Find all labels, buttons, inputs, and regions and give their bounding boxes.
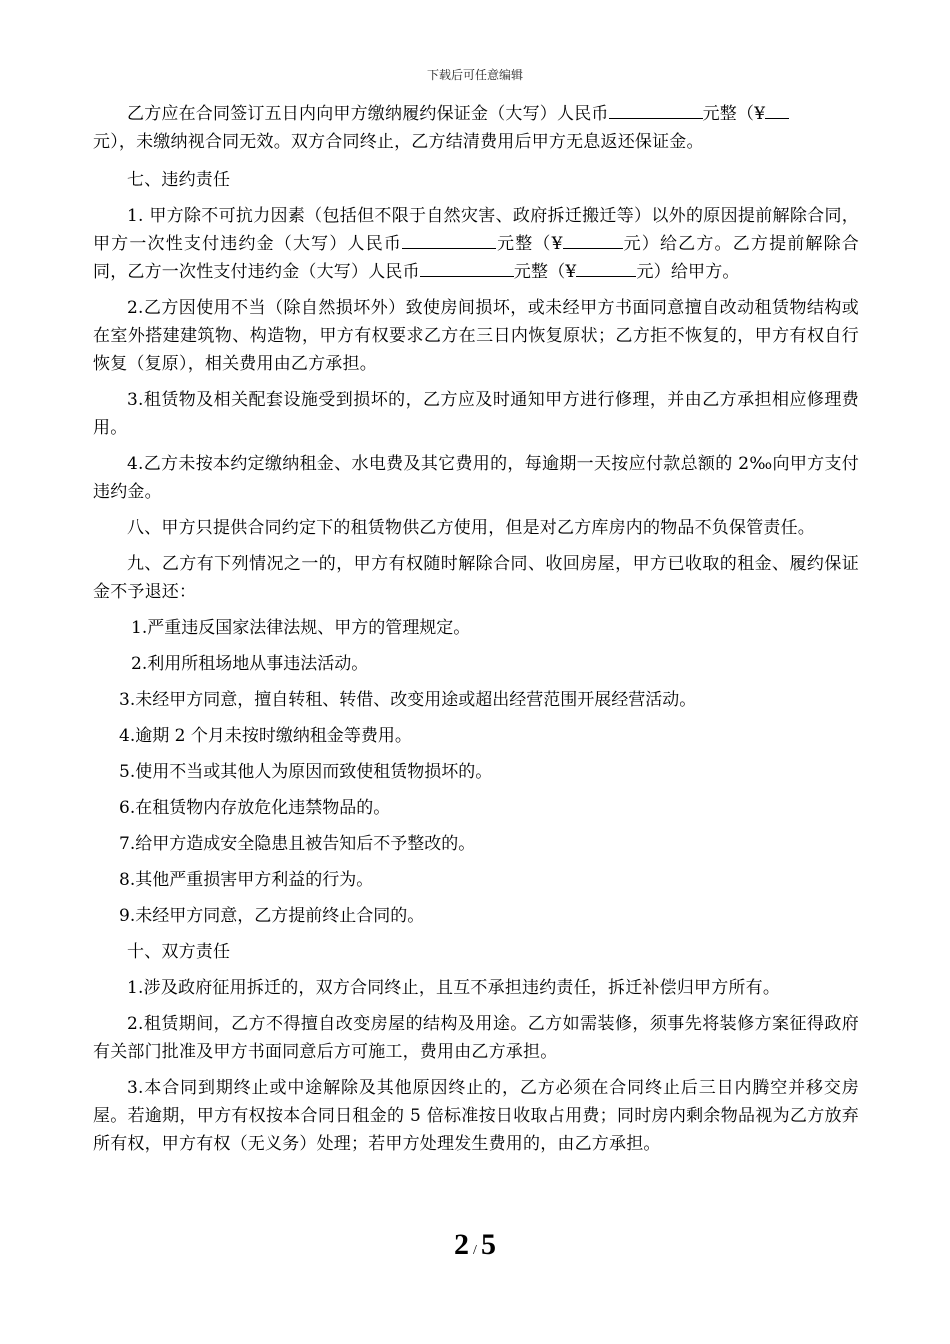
clause-9-5: 5.使用不当或其他人为原因而致使租赁物损坏的。 bbox=[119, 762, 493, 782]
page-separator: / bbox=[473, 1243, 477, 1258]
blank-line bbox=[402, 230, 496, 249]
section-9: 九、乙方有下列情况之一的，甲方有权随时解除合同、收回房屋，甲方已收取的租金、履约保证金不予退还： bbox=[93, 554, 859, 602]
blank-line bbox=[576, 258, 636, 277]
blank-line bbox=[563, 230, 623, 249]
text-segment: 元整（¥ bbox=[496, 234, 563, 254]
total-pages: 5 bbox=[480, 1228, 496, 1261]
clause-9-1: 1.严重违反国家法律法规、甲方的管理规定。 bbox=[131, 618, 471, 638]
clause-9-9: 9.未经甲方同意，乙方提前终止合同的。 bbox=[119, 906, 425, 926]
current-page: 2 bbox=[454, 1228, 470, 1261]
clause-9-2: 2.利用所租场地从事违法活动。 bbox=[131, 654, 369, 674]
text-segment: 元整（¥ bbox=[513, 262, 577, 282]
clause-9-8: 8.其他严重损害甲方利益的行为。 bbox=[119, 870, 374, 890]
text-segment: 元）给甲方。 bbox=[636, 262, 740, 282]
page-number bbox=[0, 1228, 950, 1262]
section-8: 八、甲方只提供合同约定下的租赁物供乙方使用，但是对乙方库房内的物品不负保管责任。 bbox=[127, 518, 815, 538]
clause-7-4: 4.乙方未按本约定缴纳租金、水电费及其它费用的，每逾期一天按应付款总额的 2‰向甲方支付违约金。 bbox=[93, 454, 859, 502]
section-heading-10: 十、双方责任 bbox=[127, 942, 231, 962]
clause-9-4: 4.逾期 2 个月未按时缴纳租金等费用。 bbox=[119, 726, 412, 746]
blank-line bbox=[609, 100, 703, 119]
clause-10-1: 1.涉及政府征用拆迁的，双方合同终止，且互不承担违约责任，拆迁补偿归甲方所有。 bbox=[127, 978, 781, 998]
page-header: 下载后可任意编辑 bbox=[426, 68, 523, 82]
deposit-paragraph bbox=[93, 100, 859, 156]
clause-7-3: 3.租赁物及相关配套设施受到损坏的，乙方应及时通知甲方进行修理，并由乙方承担相应修理费用。 bbox=[93, 390, 859, 438]
clause-10-2: 2.租赁期间，乙方不得擅自改变房屋的结构及用途。乙方如需装修，须事先将装修方案征得政府有关部门批准及甲方书面同意后方可施工，费用由乙方承担。 bbox=[93, 1014, 859, 1062]
section-heading-7: 七、违约责任 bbox=[127, 170, 231, 190]
text-segment: 元）给乙方。乙方提前解除合同，乙方一次性支付违约金（大写）人民币 bbox=[93, 234, 859, 282]
text-segment: 元整（¥ bbox=[702, 104, 766, 124]
clause-7-2: 2.乙方因使用不当（除自然损坏外）致使房间损坏，或未经甲方书面同意擅自改动租赁物结构或在室外搭建建筑物、构造物，甲方有权要求乙方在三日内恢复原状；乙方拒不恢复的，甲方有权自行恢复（复原），相关费用由乙方承担。 bbox=[93, 298, 859, 374]
clause-9-7: 7.给甲方造成安全隐患且被告知后不予整改的。 bbox=[119, 834, 476, 854]
clause-10-3: 3.本合同到期终止或中途解除及其他原因终止的，乙方必须在合同终止后三日内腾空并移交房屋。若逾期，甲方有权按本合同日租金的 5 倍标准按日收取占用费；同时房内剩余物品视为乙方放弃所有权，甲方有权（无义务）处理；若甲方处理发生费用的，由乙方承担。 bbox=[93, 1078, 859, 1154]
clause-7-1 bbox=[93, 202, 859, 286]
clause-9-6: 6.在租赁物内存放危化违禁物品的。 bbox=[119, 798, 391, 818]
blank-line bbox=[420, 258, 514, 277]
text-segment: 元），未缴纳视合同无效。双方合同终止，乙方结清费用后甲方无息返还保证金。 bbox=[93, 132, 704, 152]
document-body bbox=[93, 100, 859, 1166]
blank-line bbox=[765, 100, 789, 119]
text-segment: 1. 甲方除不可抗力因素（包括但不限于自然灾害、政府拆迁搬迁等）以外的原因提前解除合同，甲方一次性支付违约金（大写）人民币 bbox=[93, 206, 859, 254]
clause-9-3: 3.未经甲方同意，擅自转租、转借、改变用途或超出经营范围开展经营活动。 bbox=[119, 690, 697, 710]
text-segment: 乙方应在合同签订五日内向甲方缴纳履约保证金（大写）人民币 bbox=[127, 104, 609, 124]
